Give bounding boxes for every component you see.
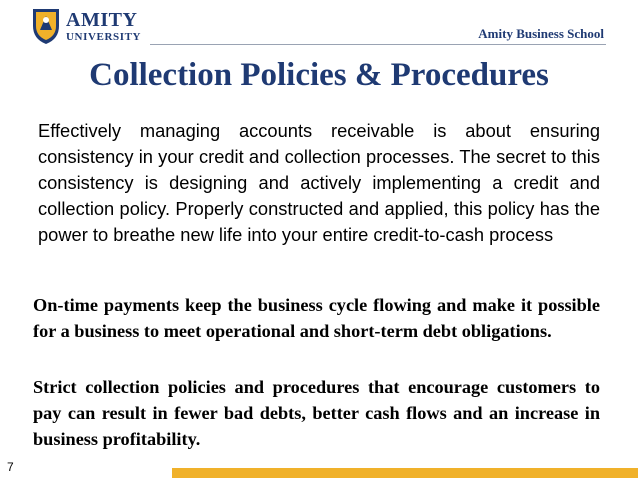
logo-wordmark-university: UNIVERSITY [66, 31, 142, 43]
on-time-payments-paragraph: On-time payments keep the business cycle flowing and make it possible for a business to meet operational and short-term debt obligations. [33, 295, 600, 341]
header-divider [150, 44, 606, 45]
amity-logo [30, 6, 140, 48]
slide-title: Collection Policies & Procedures [89, 57, 549, 93]
footer-accent-bar [172, 468, 638, 478]
logo-wordmark-amity: AMITY [66, 9, 138, 31]
school-name: Amity Business School [478, 26, 604, 41]
amity-crest-icon [30, 6, 62, 46]
slide-number: 7 [7, 460, 14, 474]
intro-paragraph: Effectively managing accounts receivable is about ensuring consistency in your credit and collection processes. The secret to this consistency is designing and actively implementing a credit and collection policy. Properly constructed and applied, this policy has the power to breathe new life into your entire credit-to-cash process [38, 120, 600, 245]
strict-collection-paragraph: Strict collection policies and procedures that encourage customers to pay can result in fewer bad debts, better cash flows and an increase in business profitability. [33, 377, 600, 449]
